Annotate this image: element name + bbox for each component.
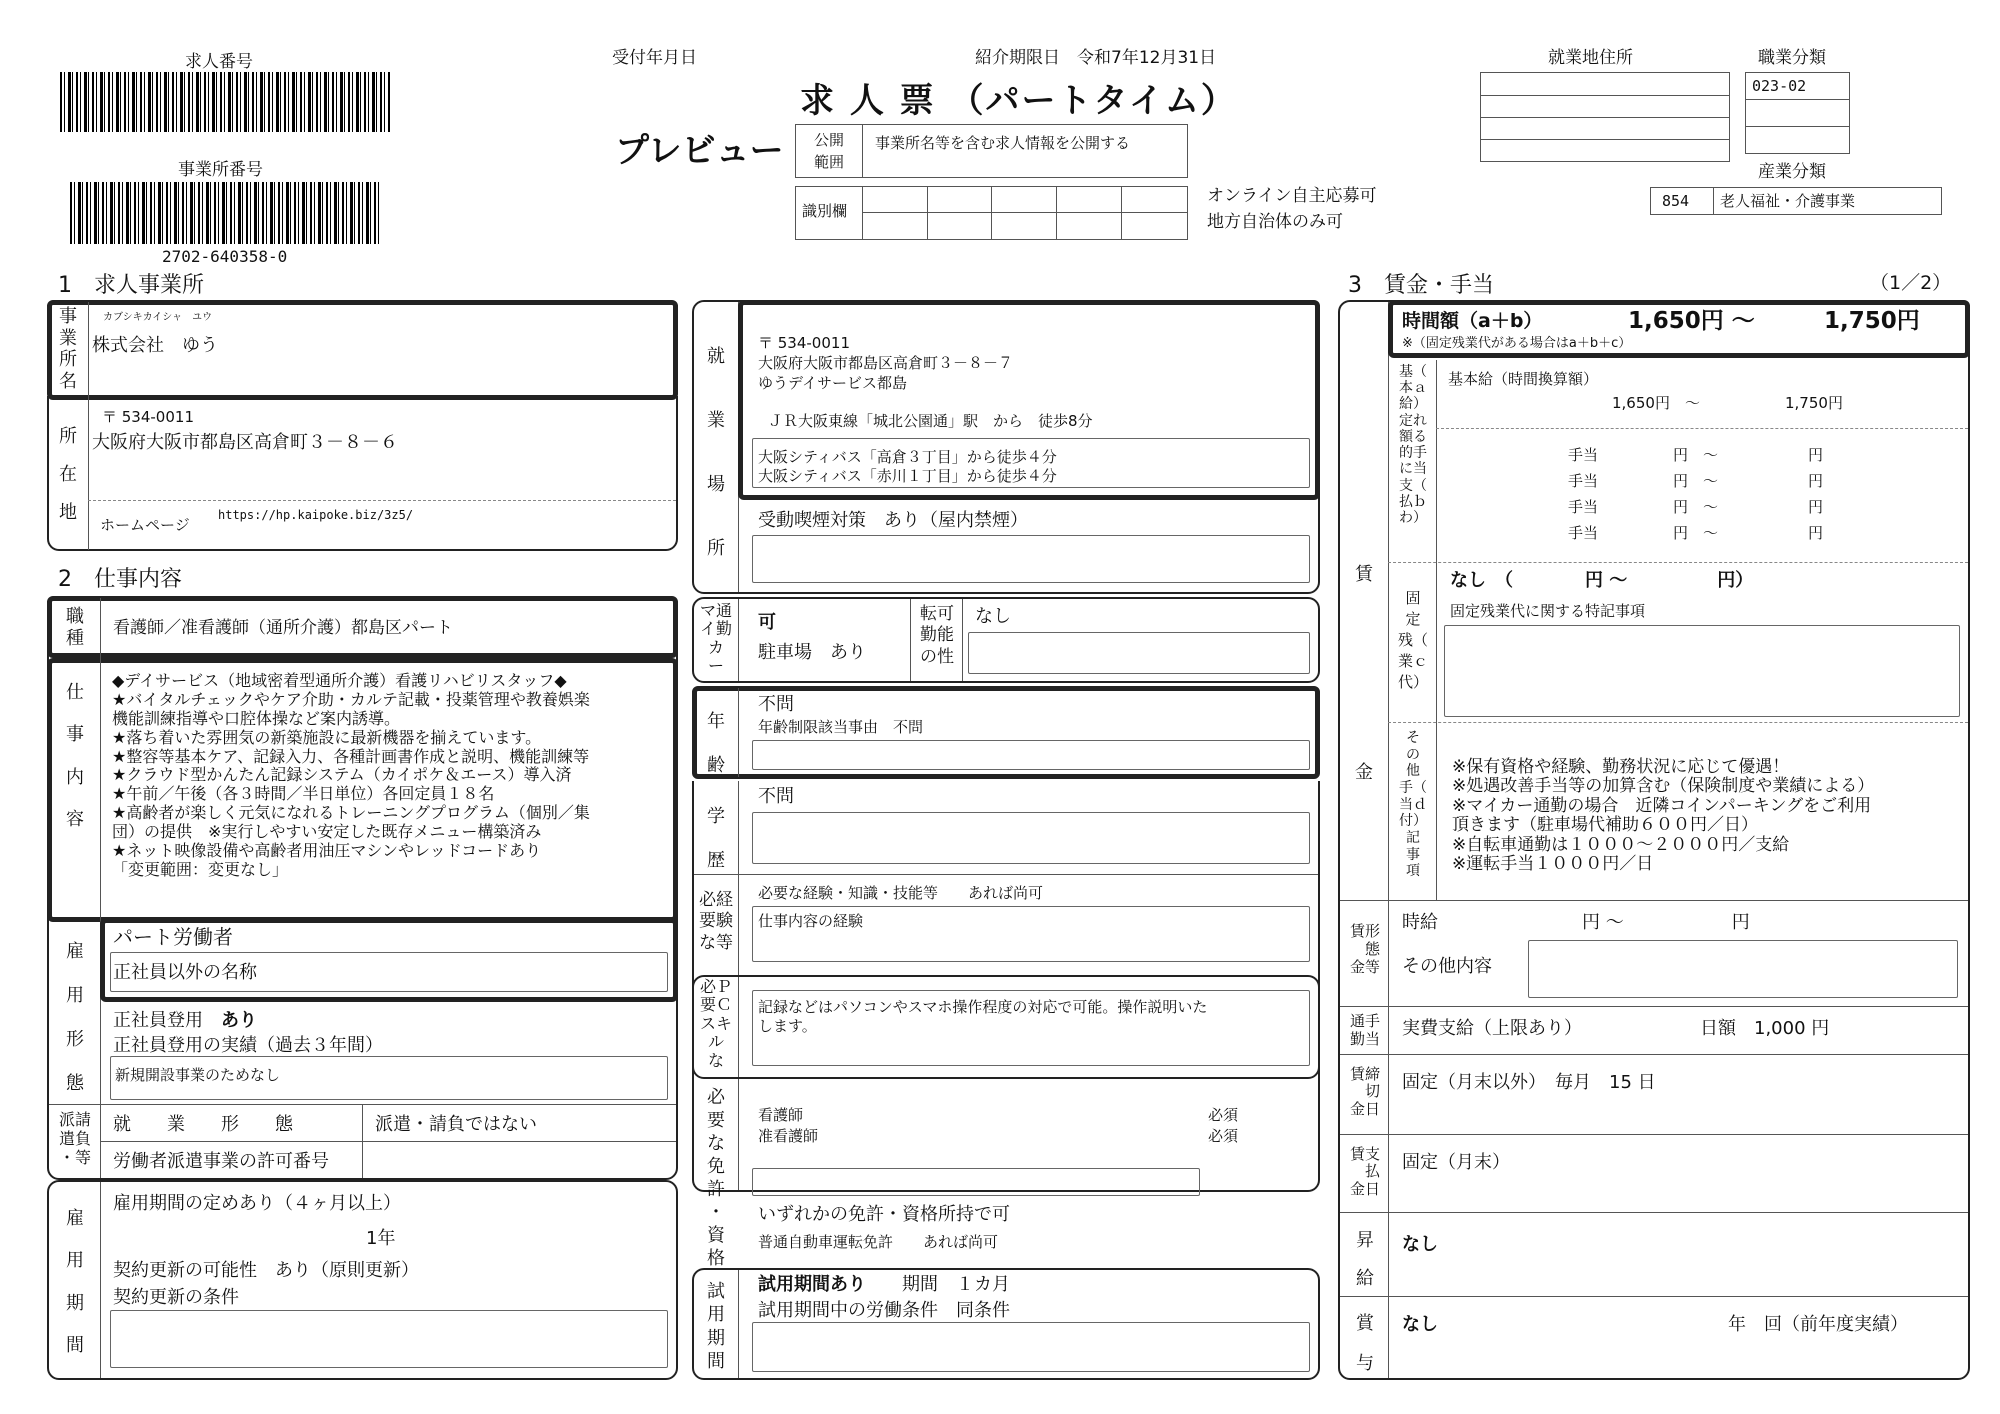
hourly-min: 1,650円 〜 [1628,308,1755,334]
age-value: 不問 [758,694,794,715]
other-allowance-label: そ の 他 手（ 当ｄ 付） 記 事 項 [1399,730,1427,880]
reception-date-label: 受付年月日 [612,48,697,68]
section2-title: 2 仕事内容 [58,567,182,592]
base-pay-label: 基（ 本ａ 給） 定れ 額る 的手 に当 支（ 払ｂ わ） [1399,364,1427,527]
wp-bus2: 大阪シティバス「赤川１丁目」から徒歩４分 [758,467,1057,485]
office-number: 2702-640358-0 [162,247,288,266]
base-min: 1,650円 〜 [1612,394,1700,412]
wp-name: ゆうデイサービス都島 [758,374,907,392]
trial-conditions: 試用期間中の労働条件 同条件 [758,1300,1010,1321]
education-label: 学 歴 [707,806,725,872]
job-class-label: 職業分類 [1758,48,1826,68]
age-reason: 年齢制限該当事由 不問 [758,718,924,736]
license-car: 普通自動車運転免許 あれば尚可 [758,1233,999,1251]
wp-address: 大阪府大阪市都島区高倉町３－８－７ [758,354,1014,372]
allowance-row-2: 手当 円 〜 円 [1568,472,1824,490]
local-gov-note: 地方自治体のみ可 [1207,212,1343,232]
car-commute-value: 可 [758,612,776,633]
employment-period-label: 雇 用 期 間 [66,1208,84,1356]
smoking-policy: 受動喫煙対策 あり（屋内禁煙） [758,510,1028,531]
dispatch-permit-label: 労働者派遣事業の許可番号 [113,1151,329,1172]
company-address-label: 所 在 地 [59,426,77,523]
bonus-times: 年 回（前年度実績） [1728,1314,1908,1335]
bonus-value: なし [1402,1314,1438,1335]
workplace-label: 就 業 場 所 [707,346,725,559]
homepage-label: ホームページ [100,516,190,534]
work-form-value: 派遣・請負ではない [375,1114,537,1135]
age-label: 年 齢 [707,711,725,777]
experience-value: 必要な経験・知識・技能等 あれば尚可 [758,884,1044,902]
employment-label: 雇 用 形 態 [66,941,84,1095]
job-class-value: 023-02 [1752,77,1807,95]
page-title: 求 人 票 （パートタイム） [800,81,1237,121]
job-content-label: 仕 事 内 容 [66,682,84,830]
referral-deadline: 紹介期限日 令和7年12月31日 [975,48,1217,68]
allowance-row-4: 手当 円 〜 円 [1568,524,1824,542]
experience-detail: 仕事内容の経験 [758,912,864,930]
dispatch-label: 派請 遣負 ・等 [58,1110,91,1168]
industry-label: 産業分類 [1758,162,1826,182]
experience-label: 必経 要験 な等 [699,890,733,953]
job-number-barcode [60,72,390,132]
wage-form-value: 時給 円 〜 円 [1402,912,1750,933]
period-length: 1年 [366,1228,396,1249]
office-number-barcode [70,182,380,244]
smoking-field [752,535,1310,583]
education-value: 不問 [758,786,794,807]
job-number-label: 求人番号 [185,52,253,72]
disclosure-label: 公開 範囲 [813,131,844,171]
commute-value: 実費支給（上限あり） [1402,1018,1582,1039]
pc-skill-label: 必Ｐ 要Ｃ スキ ル な [699,977,732,1070]
section3-page: （1／2） [1870,272,1952,294]
wage-form-label: 賃形 態 金等 [1349,922,1380,976]
license2-required: 必須 [1208,1127,1239,1145]
pc-skill-value: 記録などはパソコンやスマホ操作程度の対応で可能。操作説明いた します。 [758,998,1208,1035]
bonus-label: 賞 与 [1356,1313,1374,1374]
overtime-value: なし （ 円 〜 円） [1450,570,1754,591]
company-name: 株式会社 ゆう [92,335,218,356]
wp-station: ＪＲ大阪東線「城北公園通」駅 から 徒歩8分 [768,412,1093,430]
wage-form-other: その他内容 [1402,956,1492,977]
regular-hire-note: 新規開設事業のためなし [115,1066,281,1084]
license1: 看護師 [758,1106,804,1124]
id-label: 識別欄 [802,202,848,220]
wp-bus1: 大阪シティバス「高倉３丁目」から徒歩４分 [758,448,1057,466]
license2: 准看護師 [758,1127,819,1145]
hourly-note: ※（固定残業代がある場合はa＋b＋c） [1402,336,1632,351]
payday-value: 固定（月末） [1402,1152,1510,1173]
renewal: 契約更新の可能性 あり（原則更新） [113,1260,419,1281]
wage-label: 賃 金 [1355,564,1373,783]
cutoff-value: 固定（月末以外） 毎月 15 日 [1402,1072,1656,1093]
trial-value: 試用期間あり 期間 １カ月 [758,1274,1010,1295]
homepage-link[interactable]: https://hp.kaipoke.biz/3z5/ [218,508,414,522]
section1-title: 1 求人事業所 [58,273,204,298]
transfer-value: なし [975,606,1011,627]
work-address-label: 就業地住所 [1548,48,1633,68]
company-postal: 〒 534-0011 [102,408,194,426]
employment-type: パート労働者 [113,925,233,949]
hourly-max: 1,750円 [1824,308,1920,334]
job-content: ◆デイサービス（地域密着型通所介護）看護リハビリスタッフ◆ ★バイタルチェックやケア介助・カルテ記載・投薬管理や教養娯楽 機能訓練指導や口腔体操など案内誘導。 ★落ち着いた雰囲気の新築施設に最新機器を揃えています。 ★整容等基本ケア、記録入力、各種計画書作成と説明、機能訓練等 ★クラウド型かんたん記録システム（カイポケ＆エース）導入済 ★午前／午後（各３時間／半日単位）各回定員１８名 ★高齢者が楽しく元気になれるトレーニングプログラム（個別／集 団）の提供 ※実行しやすい安定した既存メニュー構築済み ★ネット映像設備や高齢者用油圧マシンやレッドコードあり 「変更範囲：変更なし」 [112,671,590,879]
allowance-row-1: 手当 円 〜 円 [1568,446,1824,464]
regular-hire-record: 正社員登用の実績（過去３年間） [113,1035,383,1056]
period-type: 雇用期間の定めあり（４ヶ月以上） [113,1193,401,1214]
other-allowance: ※保有資格や経験、勤務状況に応じて優遇！ ※処遇改善手当等の加算含む（保険制度や業績による） ※マイカー通勤の場合 近隣コインパーキングをご利用 頂きます（駐車場代補助６００円／日） ※自転車通勤は１０００〜２０００円／支給 ※運転手当１０００円／日 [1452,757,1875,874]
industry-code: 854 [1662,192,1690,210]
job-type-label: 職 種 [66,606,84,649]
allowance-row-3: 手当 円 〜 円 [1568,498,1824,516]
overtime-note: 固定残業代に関する特記事項 [1450,602,1646,620]
trial-label: 試 用 期 間 [707,1281,725,1373]
cutoff-label: 賃締 切 金日 [1349,1065,1380,1118]
company-name-label: 事 業 所 名 [59,306,77,392]
license1-required: 必須 [1208,1106,1239,1124]
industry-name: 老人福祉・介護事業 [1720,192,1856,210]
car-commute-label: マ通 イ勤 カ ー [699,601,732,676]
payday-label: 賃支 払 金日 [1349,1145,1380,1198]
hourly-label: 時間額（a＋b） [1402,310,1543,332]
transfer-label: 転可 勤能 の性 [920,604,954,667]
regular-hire-label: 正社員登用 あり [113,1010,257,1031]
job-type: 看護師／准看護師（通所介護）都島区パート [113,618,453,638]
raise-label: 昇 給 [1356,1230,1374,1289]
company-address: 大阪府大阪市都島区高倉町３－８－６ [92,432,398,453]
preview-label: プレビュー [615,131,784,171]
base-title: 基本給（時間換算額） [1448,370,1599,388]
work-form-label: 就 業 形 態 [113,1114,293,1135]
disclosure-value: 事業所名等を含む求人情報を公開する [875,134,1131,152]
renewal-conditions: 契約更新の条件 [113,1287,239,1308]
online-note: オンライン自主応募可 [1207,186,1377,206]
section3-title: 3 賃金・手当 [1348,273,1494,298]
office-number-label: 事業所番号 [178,160,263,180]
non-regular-name: 正社員以外の名称 [113,962,257,983]
commute-label: 通手 勤当 [1349,1012,1380,1048]
base-max: 1,750円 [1785,394,1843,412]
company-name-kana: カブシキカイシャ ユウ [103,312,213,323]
commute-amount: 日額 1,000 円 [1700,1018,1830,1039]
overtime-label: 固 定 残（ 業ｃ 代） [1397,589,1428,691]
wp-postal: 〒 534-0011 [758,334,850,352]
license-note: いずれかの免許・資格所持で可 [758,1204,1010,1225]
parking: 駐車場 あり [758,642,866,663]
renewal-conditions-field [110,1310,668,1368]
raise-value: なし [1402,1234,1438,1255]
license-label: 必 要 な 免 許 ・ 資 格 [707,1087,725,1270]
